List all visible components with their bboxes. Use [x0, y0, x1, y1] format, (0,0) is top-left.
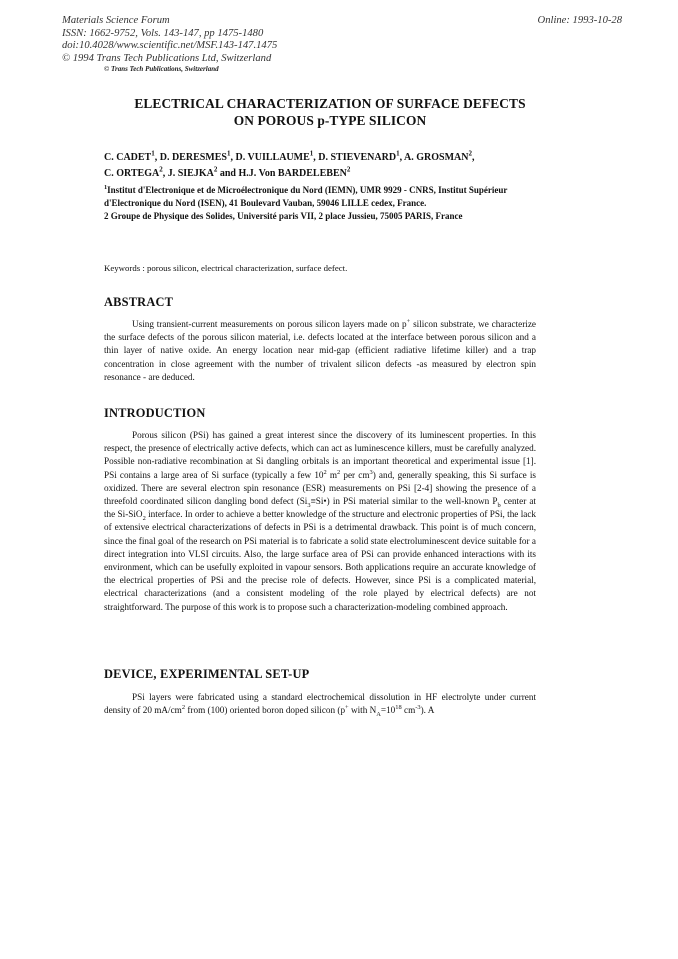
journal-name: Materials Science Forum — [62, 15, 170, 26]
device-heading: DEVICE, EXPERIMENTAL SET-UP — [104, 667, 310, 681]
author: , J. SIEJKA — [162, 167, 214, 179]
superscript: + — [345, 704, 349, 712]
introduction-text — [104, 429, 536, 614]
author-affil-mark: 2 — [468, 149, 472, 158]
keywords: Keywords : porous silicon, electrical characterization, surface defect. — [104, 263, 348, 273]
publisher-line: © Trans Tech Publications, Switzerland — [104, 65, 219, 73]
affiliations — [104, 184, 554, 224]
author: , D. DERESMES — [154, 152, 227, 163]
text-run: interface. In order to achieve a better knowledge of the structure and electronic properties of PSi, the lack of extensive electrical characterizations of defects in PSi is a detrimental drawback. This point is of much concern, since the final goal of the research on PSi material is to fabricate a solid state electroluminescent device suitable for a direct integration into VLSI circuits. Also, the large surface area of PSi can provide enhanced interactions with its environment, which can be usefully exploited in vapour sensors. Both applications require an accurate knowledge of the electrical properties of PSi and the precise role of defects. However, since PSi is a complicated material, electrical characterizations (and a consistent modeling of the role played by electrical defects) are not straightforward. The purpose of this work is to propose such a characterization-modeling combined approach. — [104, 509, 537, 612]
text-run: =10 — [380, 705, 396, 716]
text-run: with N — [348, 705, 377, 716]
subscript: b — [497, 501, 501, 509]
introduction-heading: INTRODUCTION — [104, 406, 206, 420]
affil-text: Groupe de Physique des Solides, Université paris VII, 2 place Jussieu, 75005 PARIS, France — [108, 211, 463, 222]
author: , D. STIEVENARD — [313, 152, 397, 163]
author-separator: , — [471, 152, 475, 163]
superscript: 2 — [181, 704, 186, 712]
affil-number: 1 — [104, 184, 108, 191]
superscript: 2 — [337, 468, 341, 476]
affiliation-1 — [104, 184, 554, 210]
text-run: ≡Si•) in PSi material similar to the well-known P — [310, 496, 498, 507]
title-line-2: ON POROUS p-TYPE SILICON — [233, 113, 427, 128]
copyright-line: © 1994 Trans Tech Publications Ltd, Switzerland — [62, 52, 272, 64]
online-date: Online: 1993-10-28 — [537, 15, 622, 26]
text-run: silicon substrate, we characterize the surface defects of the porous silicon material, i.e. defects located at the interface between porous silicon and a thin layer of native oxide. An energy location near mid-gap (efficient radiative lifetime killer) and a trap concentration in close agreement with the number of trivalent silicon defects -as measured by electron spin resonance - are deduced. — [104, 319, 536, 382]
author-affil-mark: 1 — [151, 149, 155, 158]
affiliation-2 — [104, 210, 554, 223]
abstract-text — [104, 318, 536, 384]
abstract-heading: ABSTRACT — [104, 295, 174, 309]
title-line-1: ELECTRICAL CHARACTERIZATION OF SURFACE DEFECTS — [134, 96, 526, 111]
text-run: m — [326, 469, 338, 480]
affil-text: Institut d'Electronique et de Microélectronique du Nord (IEMN), UMR 9929 - CNRS, Institut Supérieur d'Electronique du Nord (ISEN), 41 Boulevard Vauban, 59046 LILLE cedex, France. — [104, 185, 508, 209]
author-affil-mark: 2 — [159, 165, 163, 174]
text-run: cm — [401, 705, 416, 716]
text-run: per cm — [340, 469, 370, 480]
text-run: from (100) oriented boron doped silicon (p — [185, 705, 346, 716]
device-text — [104, 691, 536, 717]
superscript: + — [406, 317, 411, 325]
text-run: Using transient-current measurements on porous silicon layers made on p — [132, 319, 407, 329]
subscript: 2 — [142, 515, 146, 523]
author-affil-mark: 2 — [346, 165, 351, 174]
author-affil-mark: 1 — [226, 149, 231, 158]
author: C. CADET — [104, 152, 152, 163]
superscript: -3 — [415, 704, 421, 712]
author-affil-mark: 1 — [396, 149, 400, 158]
subscript: 3 — [307, 501, 311, 509]
text-run: PSi layers were fabricated using a standard electrochemical dissolution in HF electrolyte under current density of 20 mA/cm — [104, 692, 536, 716]
text-run: center at the Si-SiO — [104, 496, 536, 520]
issn-line: ISSN: 1662-9752, Vols. 143-147, pp 1475-1480 — [62, 27, 264, 39]
author: , D. VUILLAUME — [230, 152, 310, 163]
text-run: Porous silicon (PSi) has gained a great interest since the discovery of its luminescent properties. In this respect, the presence of electrically active defects, which can act as luminescence killers, must be carefully analyzed. Possible non-radiative recombination at Si dangling orbitals is an important theoretical and experimental issue [1]. PSi contains a large area of Si surface (typically a few 10 — [104, 430, 536, 480]
text-run: ) and, generally speaking, this Si surface is oxidized. There are several electron spin resonance (ESR) measurements on PSi [2-4] showing the presence of a threefold coordinated silicon dangling bond defect (Si — [104, 469, 536, 507]
doi-line[interactable]: doi:10.4028/www.scientific.net/MSF.143-147.1475 — [62, 40, 278, 52]
author-list — [104, 150, 544, 181]
subscript: A — [376, 711, 381, 719]
superscript: 18 — [395, 704, 402, 712]
text-run: ). A — [420, 705, 435, 716]
journal-metadata — [62, 15, 622, 65]
author: and H.J. Von BARDELEBEN — [217, 167, 347, 179]
author: , A. GROSMAN — [399, 152, 469, 163]
author-affil-mark: 1 — [309, 149, 314, 158]
paper-title — [100, 95, 560, 129]
author-affil-mark: 2 — [213, 165, 218, 174]
superscript: 2 — [323, 468, 327, 476]
superscript: 3 — [369, 468, 373, 476]
affil-number: 2 — [104, 211, 109, 222]
author: C. ORTEGA — [104, 167, 160, 179]
